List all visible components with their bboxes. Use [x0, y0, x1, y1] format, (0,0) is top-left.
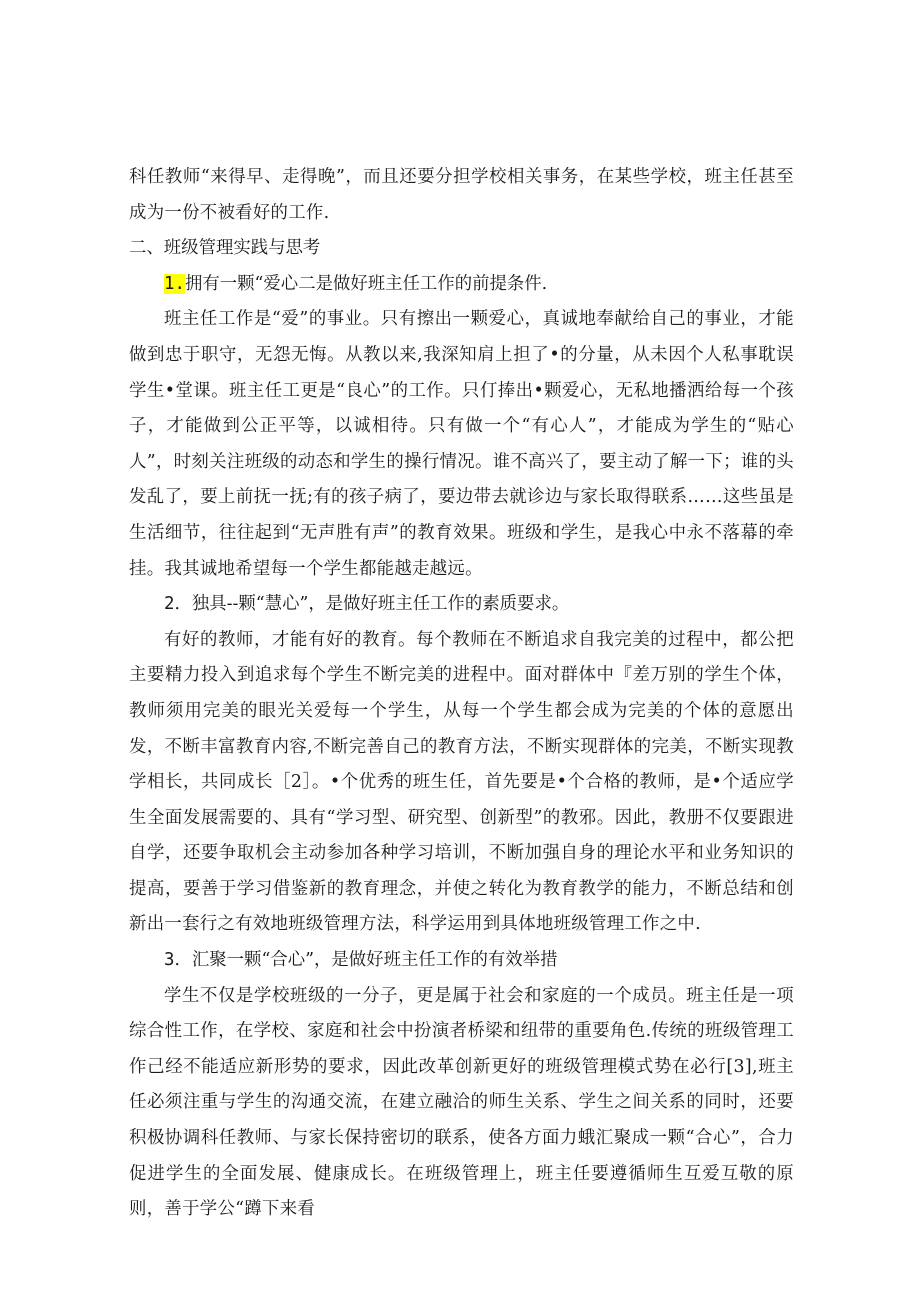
section-heading: 二、班级管理实践与思考 — [129, 238, 321, 259]
subsection-heading-3 — [129, 943, 794, 979]
item-number-1-highlighted: 1. — [164, 273, 185, 294]
paragraph-3: 学生不仅是学校班级的一分子，更是属于社会和家庭的一个成员。班主任是一项综合性工作，在学校、家庭和社会中扮演者桥梁和纽带的重要角色.传统的班级管理工作己经不能适应新形势的要求，因此改革创新更好的班级管理模式势在必行[3],班主任必须注重与学生的沟通交流，在建立融洽的师生关系、学生之间关系的同时，还要积极协调科任教师、与家长保持密切的联系，使各方面力蛾汇聚成一颗“合心”，合力促进学生的全面发展、健康成长。在班级管理上，班主任要遵循师生互爱互敬的原则，善于学公“蹲下来看 — [129, 985, 794, 1220]
subsection-title-3: 汇聚一颗“合心”，是做好班主任工作的有效举措 — [191, 950, 558, 971]
item-number-3: 3． — [164, 950, 192, 971]
paragraph-intro: 科任教师“来得早、走得晚”，而且还要分担学校相关事务，在某些学校，班主任甚至成为一份不被看好的工作. — [129, 167, 794, 223]
item-number-2: 2． — [164, 594, 192, 615]
paragraph-1: 班主任工作是“爱”的事业。只有擦出一颗爱心，真诚地奉献给自己的事业，才能做到忠于职守，无怨无悔。从教以来,我深知肩上担了•的分量，从未因个人私事耽误学生•堂课。班主任工更是“良心”的工作。只仃捧出•颗爱心，无私地播洒给每一个孩子，才能做到公正平等，以诚相待。只有做一个“有心人”，才能成为学生的“贴心人”，时刻关注班级的动态和学生的操行情况。谁不高兴了，要主动了解一下；谁的头发乱了，要上前抚一抚;有的孩子病了，要边带去就诊边与家长取得联系……这些虽是生活细节，往往起到“无声胜有声”的教育效果。班级和学生，是我心中永不落幕的牵挂。我其诚地希望每一个学生都能越走越远。 — [129, 309, 794, 579]
paragraph-2: 有好的教师，才能有好的教育。每个教师在不断追求自我完美的过程中，都公把主要精力投入到追求每个学生不断完美的进程中。面对群体中『差万别的学生个体，教师须用完美的眼光关爱每一个学生，从每一个学生都会成为完美的个体的意愿出发，不断丰富教育内容,不断完善自己的教育方法，不断实现群体的完美，不断实现教学相长，共同成长［2］。•个优秀的班生任，首先要是•个合格的教师，是•个适应学生全面发展需要的、具有“学习型、研究型、创新型”的教邪。因此，教册不仅要跟进自学，还要争取机会主动参加各种学习培训，不断加强自身的理论水平和业务知识的提高，要善于学习借鉴新的教育理念，并使之转化为教育教学的能力，不断总结和创新出一套行之有效地班级管理方法，科学运用到具体地班级管理工作之中. — [129, 629, 794, 935]
subsection-title-1: 拥有一颗“爱心二是做好班主任工作的前提条件. — [184, 273, 548, 294]
subsection-heading-1 — [129, 267, 794, 303]
document-body — [129, 160, 794, 1228]
subsection-heading-2 — [129, 587, 794, 623]
subsection-title-2: 独具--颗“慧心”，是做好班主任工作的素质要求。 — [191, 594, 570, 615]
